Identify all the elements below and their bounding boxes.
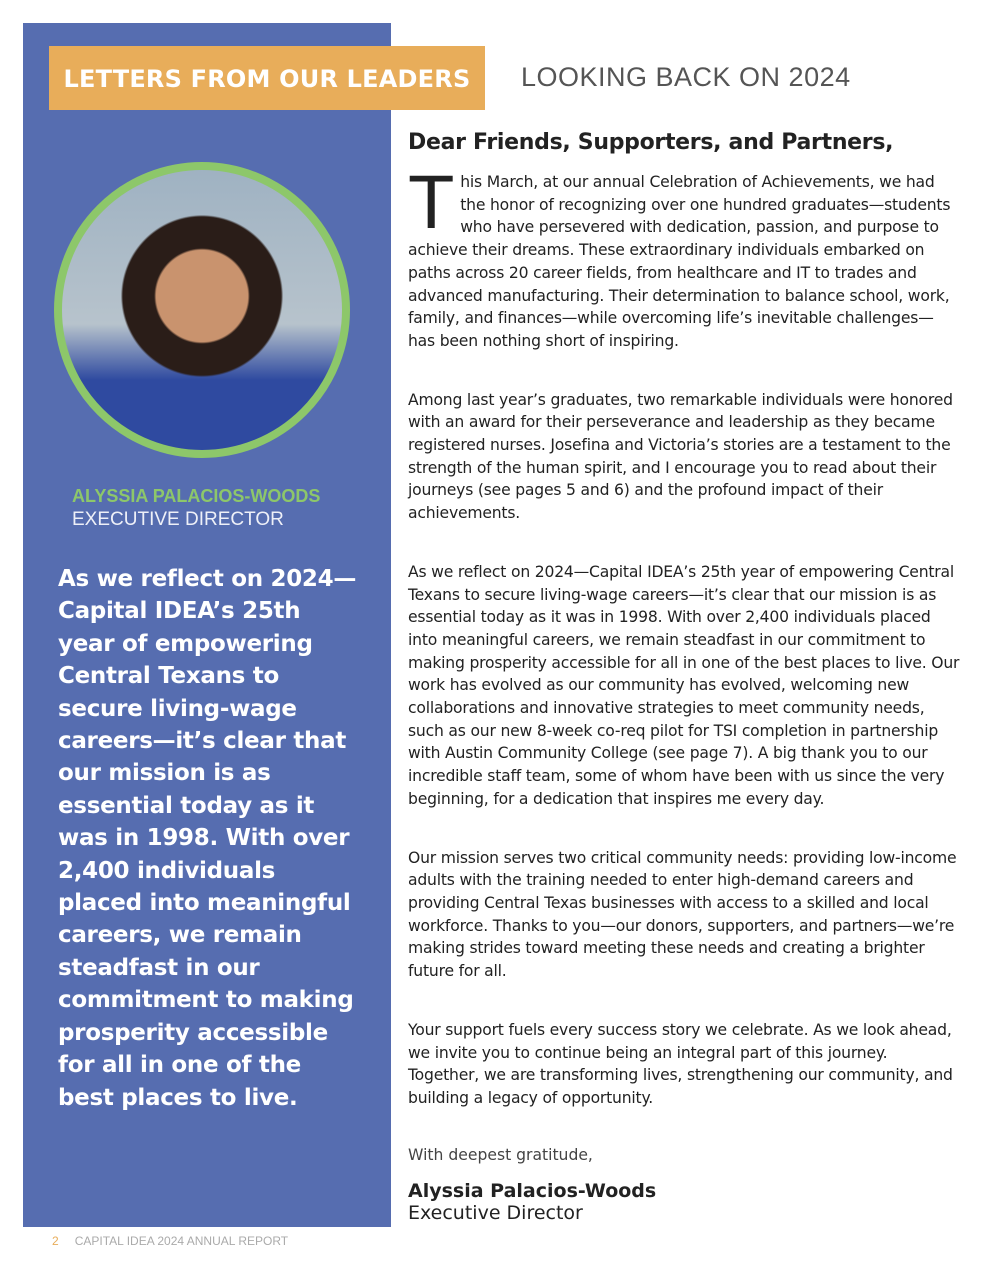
page-footer	[52, 1234, 288, 1248]
footer-text: CAPITAL IDEA 2024 ANNUAL REPORT	[74, 1234, 289, 1248]
portrait-photo	[54, 162, 350, 458]
letter-paragraph: Your support fuels every success story we celebrate. As we look ahead, we invite you to continue being an integral part of this journey. Together, we are transforming lives, strengthening our community, and building a legacy of opportunity.	[408, 1020, 953, 1107]
section-subtitle: LOOKING BACK ON 2024	[521, 62, 851, 92]
letter-body	[408, 130, 960, 1224]
signature-role: Executive Director	[408, 1201, 583, 1224]
drop-cap: T	[408, 160, 455, 245]
letter-paragraph: As we reflect on 2024—Capital IDEA’s 25th year of empowering Central Texans to secure living-wage careers—it’s clear that our mission is as essential today as it was in 1998. With over 2,400 individuals placed into meaningful careers, we remain steadfast in our commitment to making prosperity accessible for all in one of the best places to live. Our work has evolved as our community has evolved, welcoming new collaborations and innovative strategies to meet community needs, such as our new 8-week co-req pilot for TSI completion in partnership with Austin Community College (see page 7). A big thank you to our incredible staff team, some of whom have been with us since the very beginning, for a dedication that inspires me every day.	[408, 562, 960, 808]
leader-role: EXECUTIVE DIRECTOR	[72, 509, 284, 530]
section-banner: LETTERS FROM OUR LEADERS	[49, 46, 485, 110]
letter-greeting: Dear Friends, Supporters, and Partners,	[408, 130, 894, 155]
leader-name: ALYSSIA PALACIOS-WOODS	[72, 486, 321, 506]
letter-paragraph	[408, 160, 960, 353]
signature-name: Alyssia Palacios-Woods	[408, 1179, 657, 1202]
letter-paragraph: Our mission serves two critical community needs: providing low-income adults with the training needed to enter high-demand careers and providing Central Texas businesses with access to a skilled and local workforce. Thanks to you—our donors, supporters, and partners—we’re making strides toward meeting these needs and creating a brighter future for all.	[408, 848, 957, 981]
pull-quote: As we reflect on 2024—Capital IDEA’s 25th year of empowering Central Texans to secure living-wage careers—it’s clear that our mission is as essential today as it was in 1998. With over 2,400 individuals placed into meaningful careers, we remain steadfast in our commitment to making prosperity accessible for all in one of the best places to live.	[58, 566, 357, 1111]
letter-closing: With deepest gratitude,	[408, 1145, 593, 1164]
page-number: 2	[52, 1234, 59, 1248]
paragraph-text: his March, at our annual Celebration of Achievements, we had the honor of recognizing over one hundred graduates—students who have persevered with dedication, passion, and purpose to achieve their dreams. These extraordinary individuals embarked on paths across 20 career fields, from healthcare and IT to trades and advanced manufacturing. Their determination to balance school, work, family, and finances—while overcoming life’s inevitable challenges—has been nothing short of inspiring.	[408, 173, 951, 350]
letter-paragraph: Among last year’s graduates, two remarkable individuals were honored with an award for their perseverance and leadership as they became registered nurses. Josefina and Victoria’s stories are a testament to the strength of the human spirit, and I encourage you to read about their journeys (see pages 5 and 6) and the profound impact of their achievements.	[408, 390, 953, 523]
